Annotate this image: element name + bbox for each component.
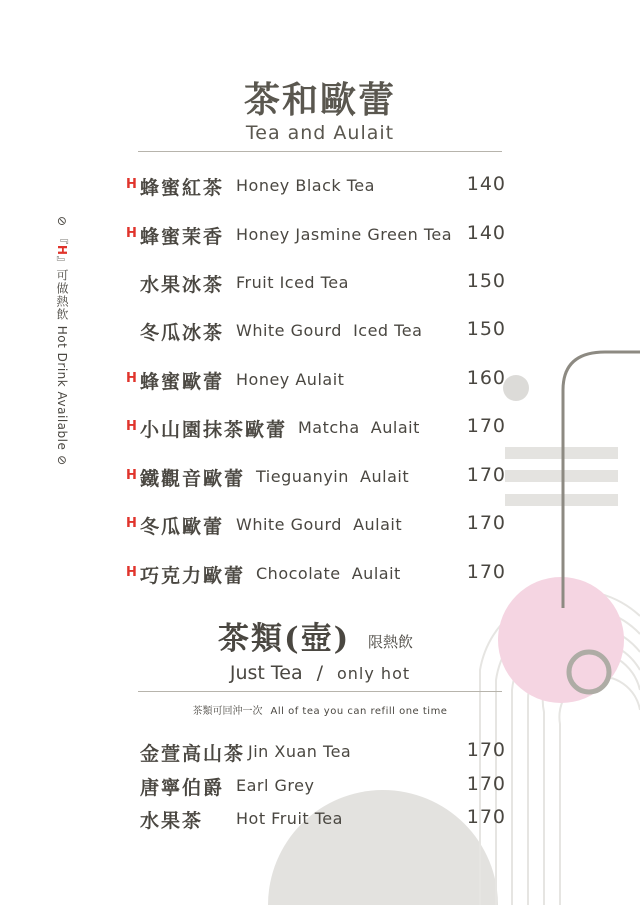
hot-note-cn: 可做熱飲	[55, 268, 69, 321]
menu-item	[126, 561, 506, 589]
item-name-cn: 小山園抹茶歐蕾	[140, 419, 288, 441]
item-name-en: Jin Xuan Tea	[248, 742, 352, 761]
hot-mark: H	[55, 244, 69, 256]
item-price: 140	[466, 222, 506, 244]
item-name-en: White Gourd Iced Tea	[236, 321, 423, 340]
item-name-en: Fruit Iced Tea	[236, 273, 349, 292]
item-name-cn: 鐵觀音歐蕾	[140, 468, 246, 490]
page-title: 茶和歐蕾	[243, 79, 396, 121]
item-name-cn: 蜂蜜茉香	[140, 226, 225, 248]
item-price: 150	[466, 270, 506, 292]
item-price: 170	[466, 464, 506, 486]
menu-item	[126, 367, 506, 395]
page-subtitle: Tea and Aulait	[245, 122, 395, 144]
section-title-cn: 茶類(壺)	[218, 621, 351, 657]
item-name-cn: 唐寧伯爵	[140, 777, 225, 799]
small-gray-circle	[503, 375, 529, 401]
refill-note-cn: 茶類可回沖一次	[192, 706, 263, 717]
hot-mark: H	[126, 468, 137, 483]
hot-drink-note	[57, 216, 71, 466]
item-name-cn: 水果茶	[140, 810, 204, 832]
hot-mark: H	[126, 177, 137, 192]
menu-item	[126, 318, 506, 346]
item-name-en: Earl Grey	[236, 776, 315, 795]
tea-item	[126, 806, 506, 834]
item-price: 170	[466, 739, 506, 761]
hot-mark: H	[126, 419, 137, 434]
item-price: 150	[466, 318, 506, 340]
refill-note-en: All of tea you can refill one time	[270, 706, 448, 717]
menu-item	[126, 464, 506, 492]
menu-item	[126, 222, 506, 250]
section-title-en	[0, 662, 640, 684]
item-name-en: Honey Black Tea	[236, 176, 375, 195]
menu-item	[126, 270, 506, 298]
title-divider	[138, 151, 502, 152]
item-price: 170	[466, 806, 506, 828]
hot-mark: H	[126, 371, 137, 386]
hot-mark: H	[126, 516, 137, 531]
item-name-en: Matcha Aulait	[298, 418, 420, 437]
section-subtitle-en: only hot	[337, 664, 411, 683]
section-title-en-main: Just Tea	[229, 662, 303, 684]
item-name-en: Chocolate Aulait	[256, 564, 401, 583]
menu-item	[126, 173, 506, 201]
item-price: 140	[466, 173, 506, 195]
item-price: 170	[466, 512, 506, 534]
hot-note-en: Hot Drink Available	[55, 325, 69, 451]
section-note: 限熱飲	[368, 633, 414, 651]
item-price: 170	[466, 773, 506, 795]
hot-mark: H	[126, 226, 137, 241]
item-price: 170	[466, 561, 506, 583]
item-name-cn: 巧克力歐蕾	[140, 565, 246, 587]
item-name-cn: 冬瓜冰茶	[140, 322, 225, 344]
tea-item	[126, 739, 506, 767]
item-name-cn: 蜂蜜紅茶	[140, 177, 225, 199]
menu-item	[126, 512, 506, 540]
hot-mark: H	[126, 565, 137, 580]
section-separator: /	[316, 662, 323, 684]
item-name-cn: 冬瓜歐蕾	[140, 516, 225, 538]
item-price: 170	[466, 415, 506, 437]
item-name-en: White Gourd Aulait	[236, 515, 403, 534]
item-name-cn: 金萱高山茶	[140, 743, 246, 765]
item-name-en: Hot Fruit Tea	[236, 809, 343, 828]
refill-note	[0, 702, 640, 717]
quote-open: 『	[55, 231, 69, 245]
no-symbol-icon: ⊘	[55, 216, 69, 228]
no-symbol-icon-2: ⊘	[55, 455, 69, 467]
item-price: 160	[466, 367, 506, 389]
item-name-en: Honey Aulait	[236, 370, 345, 389]
item-name-en: Tieguanyin Aulait	[256, 467, 410, 486]
item-name-cn: 蜂蜜歐蕾	[140, 371, 225, 393]
quote-close: 』	[55, 255, 69, 269]
item-name-en: Honey Jasmine Green Tea	[236, 225, 453, 244]
menu-item	[126, 415, 506, 443]
section-divider	[138, 691, 502, 692]
item-name-cn: 水果冰茶	[140, 274, 225, 296]
tea-item	[126, 773, 506, 801]
